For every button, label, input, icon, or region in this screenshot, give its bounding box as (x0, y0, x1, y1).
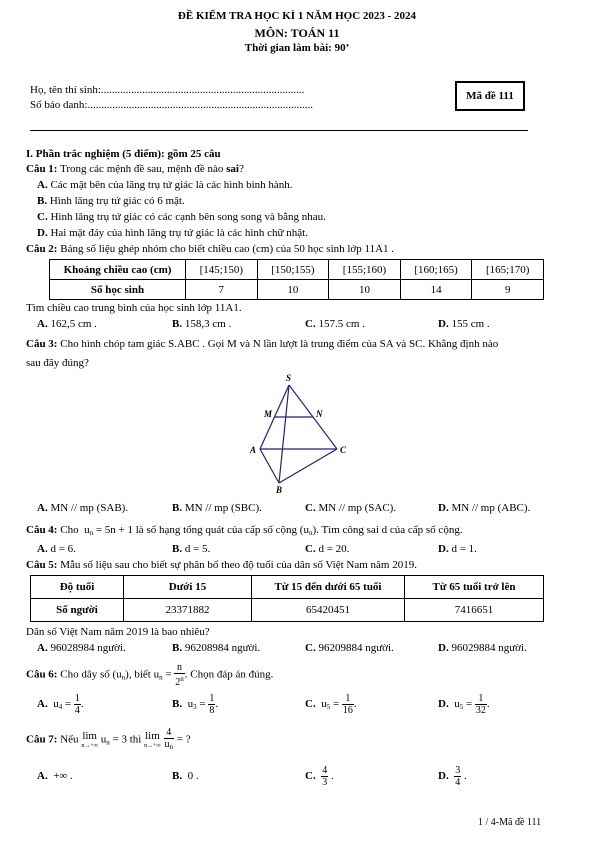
pyramid-figure (240, 372, 350, 494)
table-cell: [165;170) (472, 260, 544, 280)
q7-option-b[interactable] (172, 770, 199, 782)
edge-sb (279, 385, 289, 483)
table-cell: 65420451 (252, 599, 405, 622)
option-sub: 4 (58, 703, 63, 712)
label-c: C (340, 445, 347, 455)
q2-option-a[interactable] (37, 318, 97, 330)
formula-rest: = 5n + 1 (93, 524, 133, 536)
q4-option-a[interactable] (37, 543, 76, 555)
q6-option-a[interactable]: A. $u_4$ = $\frac{1}{4}$ . (37, 693, 84, 716)
q5-option-d[interactable] (438, 642, 527, 654)
option-text: d = 5. (184, 543, 211, 555)
fraction-num: 1 (209, 693, 215, 704)
question-5 (26, 559, 417, 571)
table-header: Từ 65 tuổi trở lên (405, 576, 544, 599)
question-text: biết (134, 668, 151, 681)
fraction (174, 662, 185, 688)
option-text: MN // mp (ABC). (451, 502, 531, 514)
label-s: S (286, 373, 292, 383)
q5-option-a[interactable] (37, 642, 126, 654)
den-base: 2 (175, 677, 181, 688)
question-label: Câu 5: (26, 559, 58, 571)
option-text: 162,5 cm . (50, 318, 97, 330)
limit (81, 730, 98, 751)
option-key: D. (438, 543, 449, 555)
table-cell: 7416651 (405, 599, 544, 622)
q5-question: Dân số Việt Nam năm 2019 là bao nhiêu? (26, 626, 210, 638)
fraction-num: 3 (455, 765, 461, 776)
den-base: u (164, 739, 170, 750)
label-m: M (264, 409, 273, 419)
population-table (30, 575, 544, 622)
exam-title: ĐỀ KIỂM TRA HỌC KÌ 1 NĂM HỌC 2023 - 2024 (177, 10, 417, 22)
question-6 (26, 662, 273, 688)
fraction-den (164, 739, 175, 753)
time-limit: Thời gian làm bài: 90’ (244, 42, 350, 54)
fraction-num: 1 (74, 693, 80, 704)
table-cell: 9 (472, 280, 544, 300)
option-key: B. (172, 642, 183, 654)
student-id-line: Số báo danh:.................................................................................. (30, 99, 313, 111)
table-cell: 10 (329, 280, 401, 300)
header-divider (30, 130, 528, 131)
option-key: B. (172, 698, 183, 711)
question-1 (26, 163, 244, 175)
table-header: Độ tuổi (31, 576, 124, 599)
q1-option-c[interactable] (37, 211, 326, 223)
label-b: B (276, 485, 283, 494)
question-text: Trong các mệnh đề sau, mệnh đề nào (60, 163, 227, 175)
table-cell: [160;165) (400, 260, 472, 280)
question-label: Câu 2: (26, 243, 58, 255)
seq-sub: n (308, 529, 313, 537)
seq-sub: n (121, 673, 126, 682)
table-header: Số người (31, 599, 124, 622)
option-text: 96028984 người. (50, 642, 126, 654)
question-text: Mẫu số liệu sau cho biết sự phân bố theo độ tuổi của dân số Việt Nam năm 2019. (60, 559, 417, 571)
option-text: d = 1. (451, 543, 477, 555)
formula-sub: n (159, 673, 163, 682)
option-text: 0 . (187, 770, 199, 782)
height-table (49, 259, 544, 300)
option-fraction (342, 693, 354, 716)
option-text: Hình lăng trụ tứ giác có các cạnh bên song song và bằng nhau. (50, 211, 326, 223)
edge-bc (279, 449, 337, 483)
question-emphasis: sai (226, 163, 239, 175)
label-n: N (316, 409, 323, 419)
q4-option-b[interactable] (172, 543, 210, 555)
edge-ab (260, 449, 279, 483)
question-text: Cho hình chóp tam giác S.ABC . Gọi M và N lần lượt là trung điểm của SA và SC. Khẳng định nào (60, 338, 499, 350)
formula-u: u (100, 733, 107, 746)
q6-option-b[interactable]: B. $u_3$ = $\frac{1}{8}$ . (172, 693, 219, 716)
option-text: Hình lăng trụ tứ giác có 6 mặt. (49, 195, 185, 207)
question-2 (26, 243, 394, 255)
table-cell: [155;160) (329, 260, 401, 280)
option-fraction (454, 765, 461, 788)
seq-end: ), (125, 668, 132, 681)
fraction-num: 1 (342, 693, 354, 705)
option-key: B. (172, 770, 183, 782)
question-7 (26, 727, 191, 753)
option-key: C. (305, 543, 316, 555)
q1-option-a[interactable] (37, 179, 293, 191)
label-a: A (250, 445, 257, 455)
fraction-num: 4 (164, 727, 175, 739)
option-text: 96208984 người. (184, 642, 261, 654)
formula-sub: n (106, 738, 110, 747)
question-text: Cho (60, 524, 79, 536)
section-title: I. Phần trắc nghiệm (5 điểm): gồm 25 câu (26, 148, 221, 160)
q7-option-d[interactable]: D. $\frac{3}{4}$ . (438, 765, 467, 788)
option-key: A. (37, 502, 48, 514)
formula-u: u (84, 524, 90, 536)
option-key: A. (37, 770, 48, 782)
option-text: MN // mp (SBC). (184, 502, 262, 514)
option-text: Các mặt bên của lăng trụ tứ giác là các hình bình hành. (50, 179, 293, 191)
fraction-num: 4 (322, 765, 328, 776)
limit-word: lim (145, 729, 160, 742)
fraction-num: n (174, 662, 185, 674)
student-name-line: Họ, tên thí sinh:.......................................................................... (30, 84, 305, 96)
option-text: 155 cm . (451, 318, 490, 330)
option-text: 96209884 người. (318, 642, 394, 654)
question-3 (26, 338, 498, 350)
q5-option-b[interactable] (172, 642, 260, 654)
fraction-den: 16 (342, 705, 353, 716)
option-key: A. (37, 698, 48, 711)
question-label: Câu 4: (26, 524, 58, 536)
formula-eq: = (162, 668, 175, 681)
option-var: u (321, 698, 327, 711)
option-var: u (454, 698, 460, 711)
option-key: A. (37, 318, 48, 330)
question-label: Câu 1: (26, 163, 58, 175)
table-cell: 7 (186, 280, 258, 300)
q4-option-c[interactable] (305, 543, 349, 555)
option-key: D. (438, 318, 449, 330)
subject: MÔN: TOÁN 11 (254, 26, 340, 40)
question-text: là số hạng tổng quát của cấp số cộng (135, 524, 298, 536)
table-cell: [145;150) (186, 260, 258, 280)
option-key: B. (37, 195, 48, 207)
formula-u: u (153, 668, 160, 681)
q3-option-b[interactable] (172, 502, 262, 514)
option-key: C. (305, 318, 316, 330)
limit (144, 730, 161, 751)
option-var: u (187, 698, 194, 711)
question-text: Cho dãy số (60, 668, 110, 681)
table-cell: 10 (257, 280, 329, 300)
option-text: 157.5 cm . (318, 318, 365, 330)
option-key: C. (305, 502, 316, 514)
option-sub: 3 (193, 703, 197, 712)
option-text: 96029884 người. (451, 642, 527, 654)
q3-option-a[interactable] (37, 502, 128, 514)
table-cell: [150;155) (257, 260, 329, 280)
seq-end: ) (312, 524, 317, 536)
option-text: MN // mp (SAB). (50, 502, 129, 514)
q1-option-d[interactable] (37, 227, 308, 239)
question-text: Bảng số liệu ghép nhóm cho biết chiều cao (cm) của 50 học sinh lớp 11A1 . (60, 243, 395, 255)
option-key: A. (37, 642, 48, 654)
table-header: Dưới 15 (124, 576, 252, 599)
option-fraction (74, 693, 81, 716)
fraction-den: 32 (475, 705, 486, 716)
option-key: B. (172, 318, 183, 330)
table-header: Số học sinh (50, 280, 186, 300)
q2-option-b[interactable] (172, 318, 231, 330)
q3-option-d[interactable] (438, 502, 530, 514)
q4-option-d[interactable] (438, 543, 477, 555)
option-key: C. (305, 770, 316, 783)
option-key: D. (438, 502, 449, 514)
option-key: D. (37, 227, 48, 239)
formula-eq: = 3 (109, 733, 127, 746)
option-text: 158,3 cm . (184, 318, 232, 330)
option-fraction (208, 693, 215, 716)
q1-option-b[interactable] (37, 195, 185, 207)
option-var: u (53, 698, 59, 711)
option-fraction (475, 693, 487, 716)
option-fraction (321, 765, 328, 788)
q2-question: Tìm chiều cao trung bình của học sinh lớp 11A1. (26, 302, 242, 314)
question-end: ? (238, 163, 244, 175)
question-label: Câu 7: (26, 733, 58, 746)
option-key: B. (172, 543, 183, 555)
option-text: MN // mp (SAC). (318, 502, 397, 514)
table-cell: 14 (400, 280, 472, 300)
seq: (u (112, 668, 122, 681)
question-text: thì (129, 733, 142, 746)
option-key: B. (172, 502, 183, 514)
option-sub: 5 (459, 703, 464, 712)
option-key: D. (438, 698, 449, 711)
den-exp: n (180, 675, 184, 683)
question-label: Câu 6: (26, 668, 58, 681)
option-key: C. (37, 211, 48, 223)
q2-option-d[interactable] (438, 318, 490, 330)
option-key: A. (37, 179, 48, 191)
q7-option-a[interactable] (37, 770, 73, 782)
fraction-den: 4 (455, 777, 461, 788)
fraction-den: 3 (322, 777, 328, 788)
table-header: Khoảng chiều cao (cm) (50, 260, 186, 280)
question-text-line2: sau đây đúng? (26, 357, 89, 369)
fraction (164, 727, 175, 753)
fraction-den: 4 (74, 705, 80, 716)
fraction-num: 1 (475, 693, 487, 705)
option-key: C. (305, 642, 316, 654)
q6-option-c[interactable]: C. $u_5$ = $\frac{1}{16}$ . (305, 693, 357, 716)
fraction-den (174, 674, 185, 688)
option-key: D. (438, 770, 449, 783)
option-text: d = 6. (50, 543, 76, 555)
option-key: A. (37, 543, 48, 555)
option-key: D. (438, 642, 449, 654)
exam-code-box: Mã đề 111 (455, 81, 525, 111)
q5-option-c[interactable] (305, 642, 394, 654)
table-header: Từ 15 đến dưới 65 tuổi (252, 576, 405, 599)
option-text: Hai mặt đáy của hình lăng trụ tứ giác là các hình chữ nhật. (50, 227, 308, 239)
fraction-den: 8 (209, 705, 215, 716)
table-cell: 23371882 (124, 599, 252, 622)
option-text: d = 20. (318, 543, 350, 555)
question-text: . Chọn đáp án đúng. (184, 668, 274, 681)
question-end: = ? (174, 733, 191, 746)
question-text: Nếu (60, 733, 79, 746)
question-text: . Tìm công sai d của cấp số cộng. (316, 524, 463, 536)
q2-option-c[interactable] (305, 318, 365, 330)
seq: (u (299, 524, 309, 536)
q3-option-c[interactable] (305, 502, 396, 514)
page-footer: 1 / 4-Mã đề 111 (478, 817, 542, 828)
limit-word: lim (82, 729, 97, 742)
formula-sub: n (89, 529, 94, 537)
option-sub: 5 (326, 703, 331, 712)
den-sub: n (169, 743, 173, 751)
limit-sub: n→+∞ (144, 742, 161, 749)
q7-option-c[interactable]: C. $\frac{4}{3}$ . (305, 765, 334, 788)
question-label: Câu 3: (26, 338, 58, 350)
limit-sub: n→+∞ (81, 742, 98, 749)
question-4 (26, 524, 463, 537)
option-text: +∞ . (53, 770, 73, 782)
q6-option-d[interactable]: D. $u_5$ = $\frac{1}{32}$ . (438, 693, 490, 716)
option-key: C. (305, 698, 316, 711)
